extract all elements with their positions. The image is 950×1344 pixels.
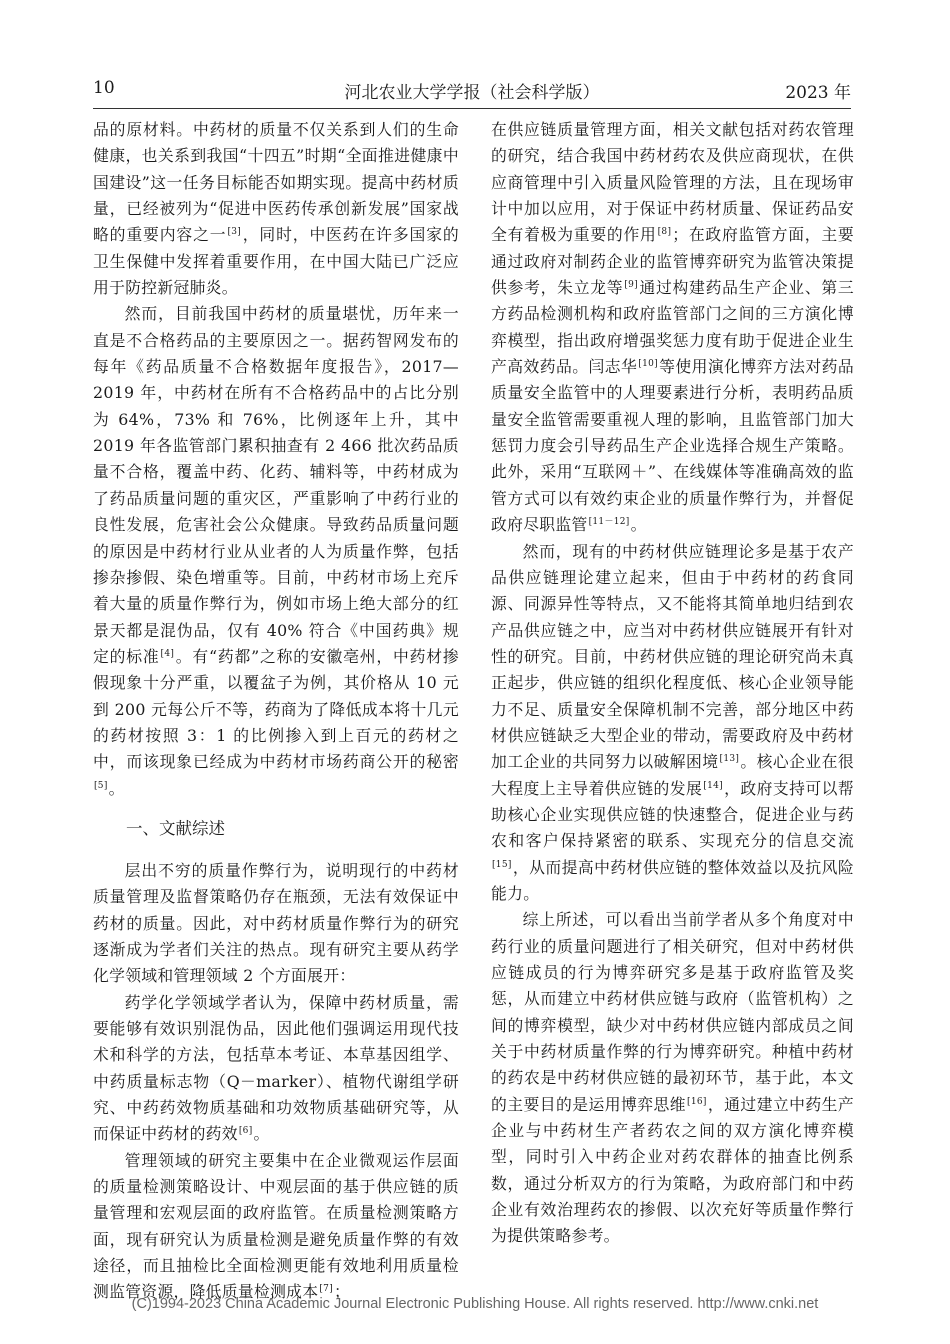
journal-title: 河北农业大学学报（社会科学版） [344,83,600,103]
left-column [93,117,459,1306]
paragraph: 药学化学领域学者认为，保障中药材质量，需要能够有效识别混伪品，因此他们强调运用现代技术和科学的方法，包括草本考证、本草基因组学、中药质量标志物（Q－marker）、植物代谢组学研究、中药药效物质基础和功效物质基础研究等，从而保证中药材的药效[6]。 [93,992,459,1144]
citation[interactable]: [5] [94,780,108,791]
citation[interactable]: [3] [227,227,242,238]
paragraph: 管理领域的研究主要集中在企业微观运作层面的质量检测策略设计、中观层面的基于供应链的质量管理和宏观层面的政府监管。在质量检测策略方面，现有研究认为质量检测是避免质量作弊的有效途径，而且抽检比全面检测更能有效地利用质量检测监管资源，降低质量检测成本[7]； [93,1150,459,1302]
header-rule [93,108,851,109]
citation[interactable]: [13] [719,754,740,765]
citation[interactable]: [4] [160,648,175,659]
publication-year: 2023 年 [785,83,851,103]
paragraph: 然而，目前我国中药材的质量堪忧，历年来一直是不合格药品的主要原因之一。据药智网发布的每年《药品质量不合格数据年度报告》，2017—2019 年，中药材在所有不合格药品中的占比分别为 64%，73% 和 76%，比例逐年上升，其中 2019 年各监管部门累积抽查有 2 466 批次药品质量不合格，覆盖中药、化药、辅料等，中药材成为了药品质量问题的重灾区，严重影响了中药行业的良性发展，危害社会公众健康。导致药品质量问题的原因是中药材行业从业者的人为质量作弊，包括掺杂掺假、染色增重等。目前，中药材市场上充斥着大量的质量作弊行为，例如市场上绝大部分的红景天都是混伪品，仅有 40% 符合《中国药典》规定的标准[4]。有“药都”之称的安徽亳州，中药材掺假现象十分严重，以覆盆子为例，其价格从 10 元到 200 元每公斤不等，药商为了降低成本将十几元的药材按照 3：1 的比例掺入到上百元的药材之中，而该现象已经成为中药材市场药商公开的秘密[5]。 [93,304,459,798]
right-column [491,117,854,1250]
paragraph: 层出不穷的质量作弊行为，说明现行的中药材质量管理及监督策略仍存在瓶颈，无法有效保证中药材的质量。因此，对中药材质量作弊行为的研究逐渐成为学者们关注的热点。现有研究主要从药学化学领域和管理领域 2 个方面展开： [93,860,459,986]
citation[interactable]: [6] [238,1126,253,1137]
paragraph: 在供应链质量管理方面，相关文献包括对药农管理的研究，结合我国中药材药农及供应商现状，在供应商管理中引入质量风险管理的方法，且在现场审计中加以应用，对于保证中药材质量、保证药品安全有着极为重要的作用[8]；在政府监管方面，主要通过政府对制药企业的监管博弈研究为监管决策提供参考，朱立龙等[9]通过构建药品生产企业、第三方药品检测机构和政府监管部门之间的三方演化博弈模型，指出政府增强奖惩力度有助于促进企业生产高效药品。闫志华[10]等使用演化博弈方法对药品质量安全监管中的人理要素进行分析，表明药品质量安全监管需要重视人理的影响，且监管部门加大惩罚力度会引导药品生产企业选择合规生产策略。此外，采用“互联网＋”、在线媒体等准确高效的监管方式可以有效约束企业的质量作弊行为，并督促政府尽职监管[11－12]。 [491,120,854,535]
page-number: 10 [93,78,115,98]
citation[interactable]: [8] [657,227,672,238]
running-header [93,78,851,102]
citation[interactable]: [9] [624,280,638,291]
citation[interactable]: [16] [687,1096,707,1107]
paragraph: 品的原材料。中药材的质量不仅关系到人们的生命健康，也关系到我国“十四五”时期“全面推进健康中国建设”这一任务目标能否如期实现。提高中药材质量，已经被列为“促进中医药传承创新发展”国家战略的重要内容之一[3]，同时，中医药在许多国家的卫生保健中发挥着重要作用，在中国大陆已广泛应用于防控新冠肺炎。 [93,120,459,298]
citation[interactable]: [11－12] [588,517,630,528]
citation[interactable]: [10] [638,359,658,370]
citation[interactable]: [7] [319,1284,334,1295]
paragraph: 然而，现有的中药材供应链理论多是基于农产品供应链理论建立起来，但由于中药材的药食同源、同源异性等特点，又不能将其简单地归结到农产品供应链之中，应当对中药材供应链展开有针对性的研究。目前，中药材供应链的理论研究尚未真正起步，供应链的组织化程度低、核心企业领导能力不足、质量安全保障机制不完善，部分地区中药材供应链缺乏大型企业的带动，需要政府及中药材加工企业的共同努力以破解困境[13]。核心企业在很大程度上主导着供应链的发展[14]，政府支持可以帮助核心企业实现供应链的快速整合，促进企业与药农和客户保持紧密的联系、实现充分的信息交流[15]，从而提高中药材供应链的整体效益以及抗风险能力。 [491,541,855,903]
citation[interactable]: [14] [703,780,723,791]
copyright-footer: (C)1994-2023 China Academic Journal Electronic Publishing House. All rights reserved. http://www.cnki.net [131,1296,819,1312]
citation[interactable]: [15] [492,859,512,870]
paragraph: 综上所述，可以看出当前学者从多个角度对中药行业的质量问题进行了相关研究，但对中药材供应链成员的行为博弈研究多是基于政府监管及奖惩，从而建立中药材供应链与政府（监管机构）之间的博弈模型，缺少对中药材供应链内部成员之间关于中药材质量作弊的行为博弈研究。种植中药材的药农是中药材供应链的最初环节，基于此，本文的主要目的是运用博弈思维[16]，通过建立中药生产企业与中药材生产者药农之间的双方演化博弈模型，同时引入中药企业对药农群体的抽查比例系数，通过分析双方的行为策略，为政府部门和中药企业有效治理药农的掺假、以次充好等质量作弊行为提供策略参考。 [491,910,854,1246]
section-heading: 一、文献综述 [126,818,225,838]
